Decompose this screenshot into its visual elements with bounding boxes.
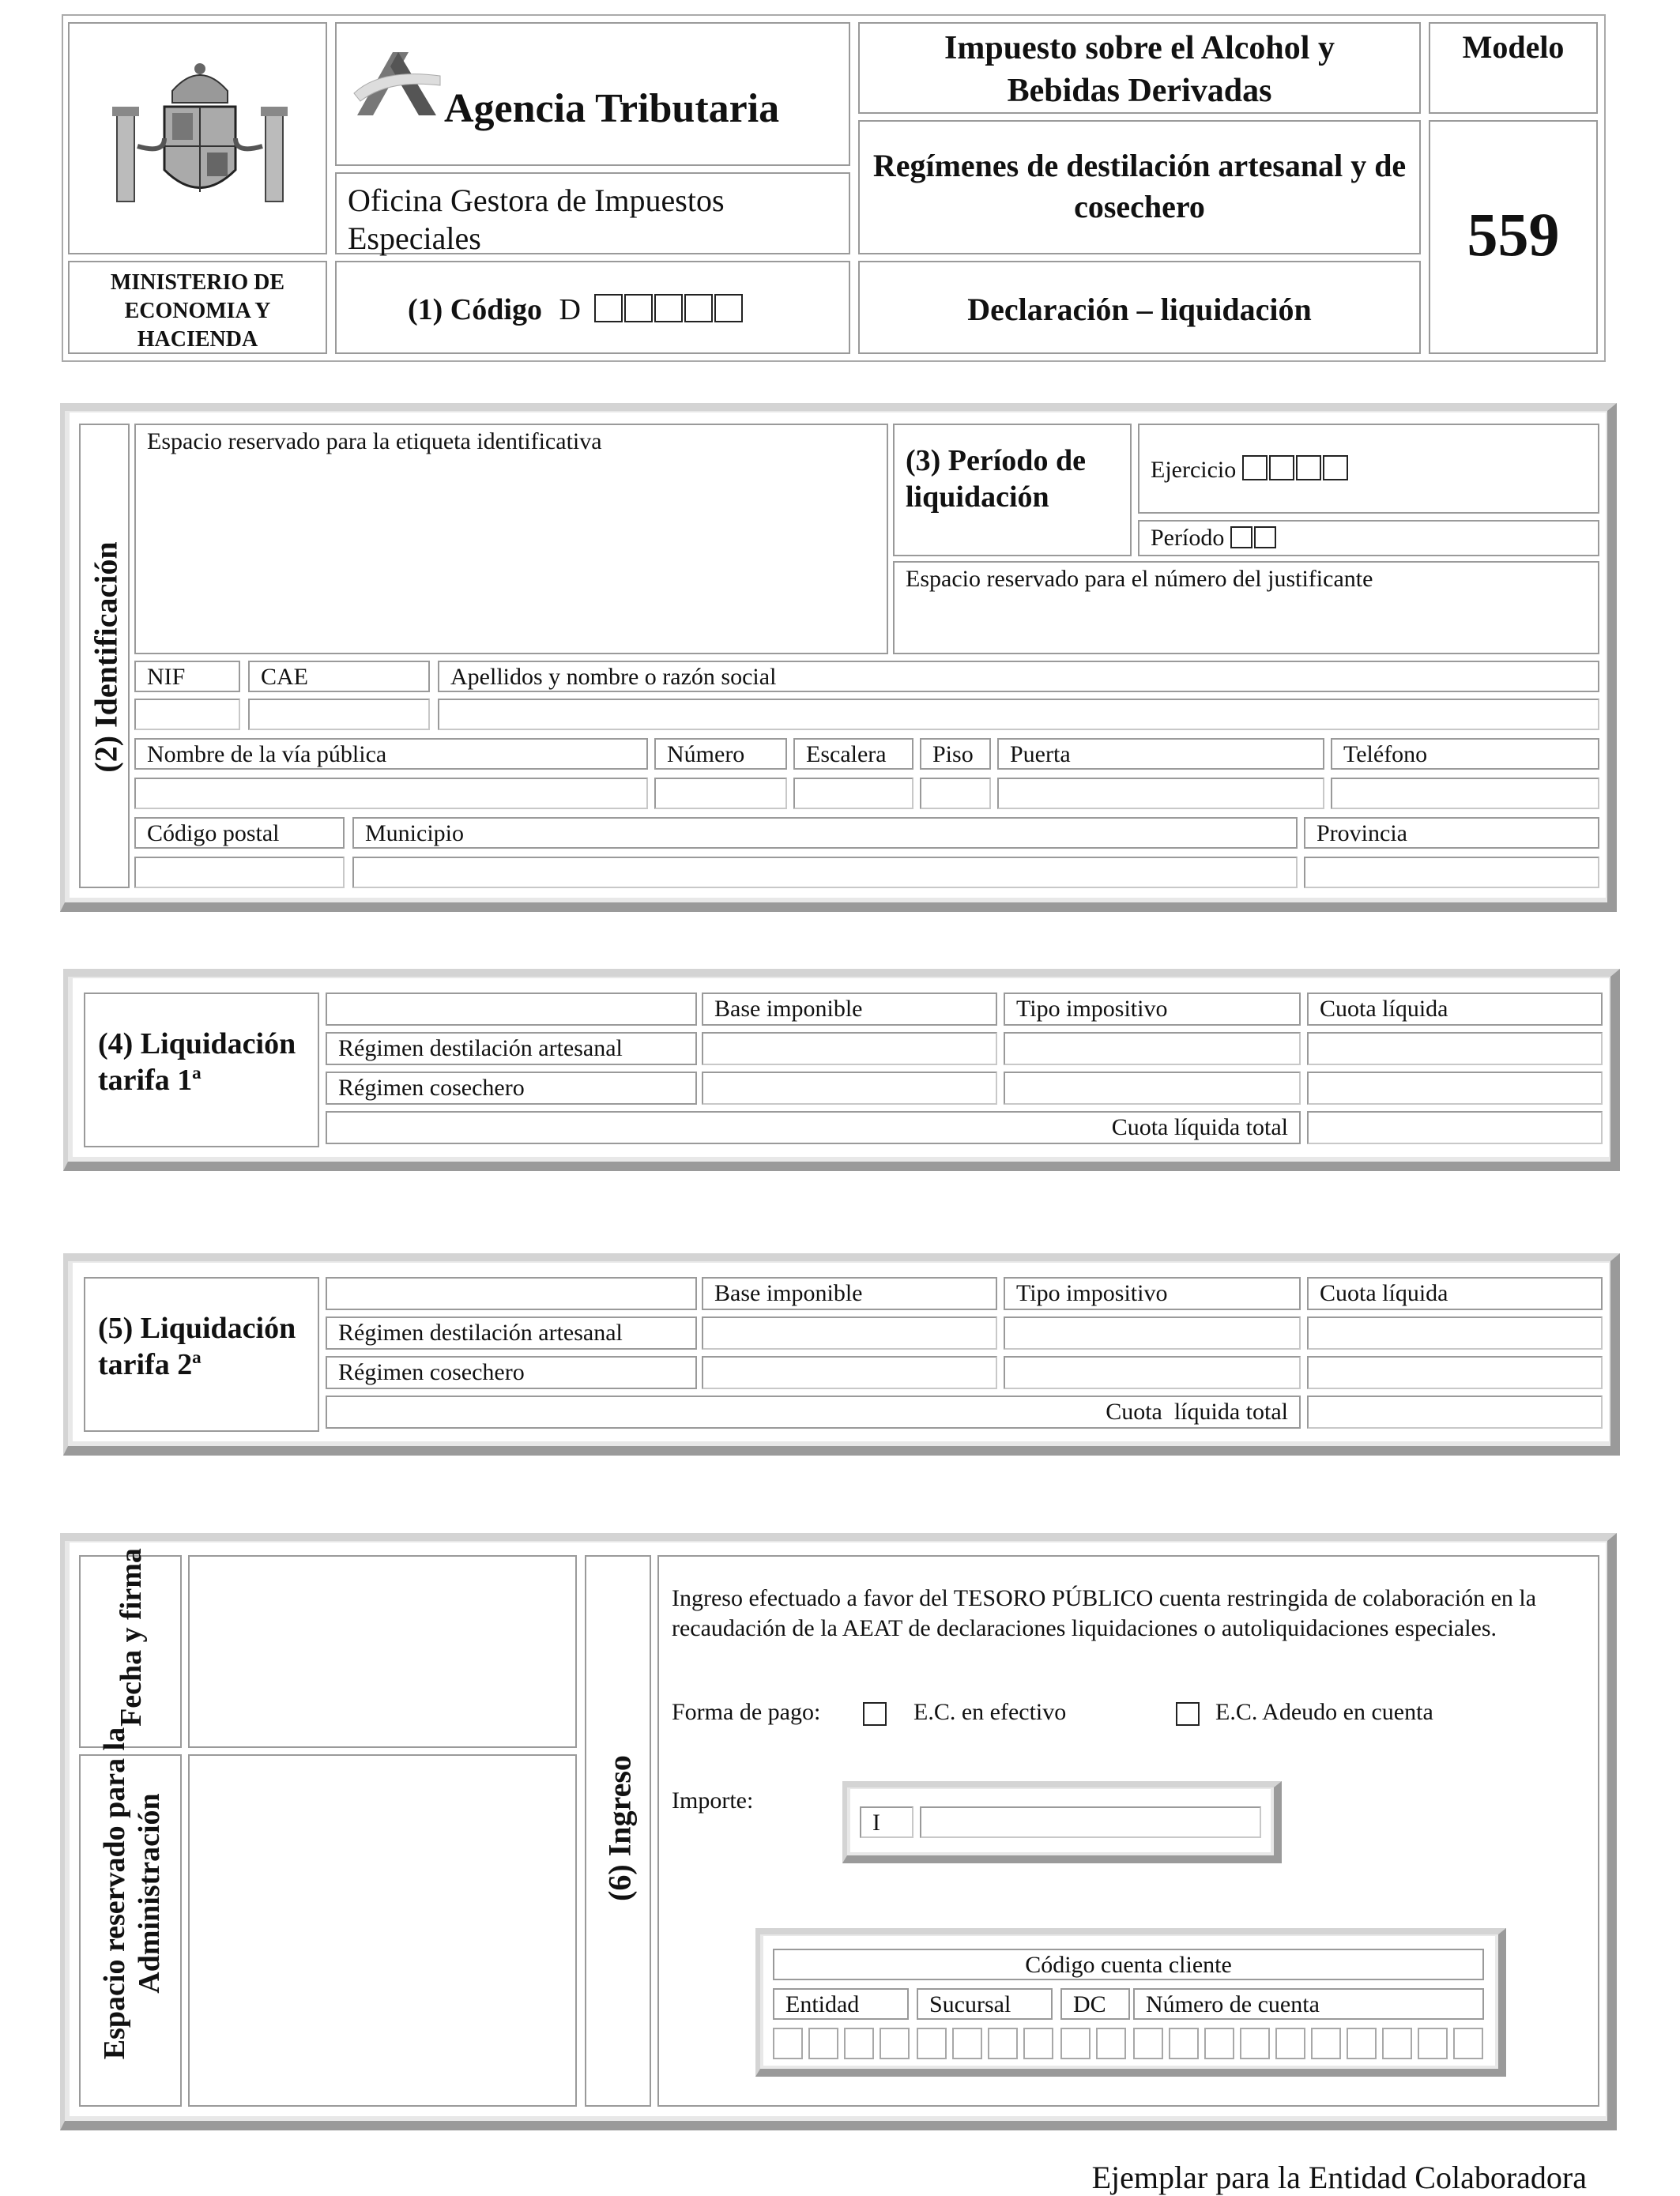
ccc-digit-box[interactable] <box>773 2028 803 2059</box>
period-title-cell <box>893 424 1132 556</box>
label-space <box>134 424 888 654</box>
liq2-cuota-header <box>1307 1277 1603 1310</box>
cuenta-cell <box>1133 1988 1484 2020</box>
liq1-row2-cuota[interactable] <box>1307 1072 1603 1105</box>
liq1-tipo-label: Tipo impositivo <box>1016 996 1168 1022</box>
ejercicio-label: Ejercicio <box>1151 457 1237 483</box>
liq2-row2-base[interactable] <box>702 1356 997 1389</box>
modelo-label: Modelo <box>1462 29 1565 65</box>
adeudo-checkbox[interactable] <box>1176 1702 1200 1726</box>
ejercicio-row <box>1151 455 1350 484</box>
liq2-row1-label: Régimen destilación artesanal <box>338 1320 623 1346</box>
ccc-digit-box[interactable] <box>844 2028 874 2059</box>
liq2-total-field[interactable] <box>1307 1396 1603 1429</box>
justificante-label: Espacio reservado para el número del justificante <box>906 566 1373 592</box>
ccc-digit-box[interactable] <box>1096 2028 1126 2059</box>
declaration-title: Declaración – liquidación <box>967 292 1312 327</box>
cuenta-label: Número de cuenta <box>1146 1991 1320 2017</box>
regime-title: Regímenes de destilación artesanal y de cosechero <box>872 148 1407 224</box>
liq2-row1-base[interactable] <box>702 1316 997 1350</box>
postal-label: Código postal <box>147 820 280 846</box>
liq1-base-header <box>702 993 997 1026</box>
street-label-cell <box>134 738 648 770</box>
liq2-row1-tipo[interactable] <box>1004 1316 1301 1350</box>
stair-field[interactable] <box>793 778 913 809</box>
liq1-row2-tipo[interactable] <box>1004 1072 1301 1105</box>
door-label-cell <box>997 738 1324 770</box>
street-field[interactable] <box>134 778 648 809</box>
justificante-cell <box>893 561 1599 654</box>
stair-label-cell <box>793 738 913 770</box>
name-label: Apellidos y nombre o razón social <box>450 664 777 690</box>
cae-field[interactable] <box>248 699 430 730</box>
code-label: (1) Código <box>408 293 542 326</box>
city-label-cell <box>352 817 1298 849</box>
liq1-row1-label: Régimen destilación artesanal <box>338 1035 623 1061</box>
liq1-row1-tipo[interactable] <box>1004 1032 1301 1065</box>
modelo-label-cell <box>1429 22 1598 114</box>
number-label-cell <box>654 738 787 770</box>
ccc-title: Código cuenta cliente <box>1025 1952 1232 1978</box>
liq1-total-label: Cuota líquida total <box>1111 1114 1288 1140</box>
dc-label: DC <box>1073 1991 1106 2017</box>
ccc-digit-box[interactable] <box>1418 2028 1448 2059</box>
liq1-title-cell <box>84 993 319 1147</box>
code-row <box>408 292 744 327</box>
forma-pago-row <box>672 1699 820 1726</box>
agency-name: Agencia Tributaria <box>444 86 780 131</box>
adeudo-label: E.C. Adeudo en cuenta <box>1215 1699 1433 1725</box>
liq2-title: (5) Liquidación tarifa 2ª <box>98 1312 296 1381</box>
admin-label: Espacio reservado para la Administración <box>98 1727 166 2060</box>
phone-label-cell <box>1331 738 1599 770</box>
fecha-firma-label: Fecha y firma <box>115 1548 148 1727</box>
liq2-title-cell <box>84 1277 319 1432</box>
liq2-row2-label: Régimen cosechero <box>338 1359 525 1385</box>
liq1-corner <box>326 993 697 1026</box>
tax-title: Impuesto sobre el Alcohol y Bebidas Derivadas <box>944 30 1335 109</box>
coat-of-arms-cell <box>68 22 327 254</box>
liq1-row2-base[interactable] <box>702 1072 997 1105</box>
periodo-label: Período <box>1151 525 1225 551</box>
ccc-digit-box[interactable] <box>917 2028 947 2059</box>
ccc-digit-box[interactable] <box>952 2028 982 2059</box>
stair-label: Escalera <box>806 741 887 767</box>
ccc-digit-box[interactable] <box>1240 2028 1270 2059</box>
code-cell <box>335 261 850 354</box>
liq1-row1-cuota[interactable] <box>1307 1032 1603 1065</box>
province-field[interactable] <box>1304 857 1599 888</box>
liq1-total-field[interactable] <box>1307 1111 1603 1144</box>
city-field[interactable] <box>352 857 1298 888</box>
ejercicio-cell[interactable] <box>1138 424 1599 514</box>
signature-area[interactable] <box>188 1555 577 1748</box>
forma-pago-label: Forma de pago: <box>672 1699 821 1725</box>
nif-field[interactable] <box>134 699 240 730</box>
nif-label: NIF <box>147 664 186 690</box>
importe-prefix: I <box>872 1810 880 1836</box>
ccc-digit-box[interactable] <box>1382 2028 1412 2059</box>
liq1-title: (4) Liquidación tarifa 1ª <box>98 1027 296 1097</box>
ccc-digit-box[interactable] <box>1311 2028 1341 2059</box>
ministry-name: MINISTERIO DE ECONOMIA Y HACIENDA <box>110 270 285 352</box>
cae-label: CAE <box>261 664 308 690</box>
postal-label-cell <box>134 817 345 849</box>
office-cell <box>335 172 850 254</box>
name-label-cell <box>438 661 1599 692</box>
office-name: Oficina Gestora de Impuestos Especiales <box>348 183 725 256</box>
liq2-row2-cuota[interactable] <box>1307 1356 1603 1389</box>
ccc-digit-box[interactable] <box>1023 2028 1053 2059</box>
label-space-text: Espacio reservado para la etiqueta identificativa <box>147 428 602 454</box>
ministry-cell <box>68 261 327 354</box>
liq2-row2-label-cell <box>326 1356 697 1389</box>
postal-field[interactable] <box>134 857 345 888</box>
liq2-tipo-label: Tipo impositivo <box>1016 1280 1168 1306</box>
door-label: Puerta <box>1010 741 1071 767</box>
liq2-row2-tipo[interactable] <box>1004 1356 1301 1389</box>
province-label: Provincia <box>1317 820 1407 846</box>
agency-logo-icon <box>349 44 444 123</box>
tax-title-cell <box>858 22 1421 114</box>
liq1-cuota-header <box>1307 993 1603 1026</box>
liq2-base-label: Base imponible <box>714 1280 863 1306</box>
liq2-total-label: Cuota líquida total <box>1106 1399 1288 1425</box>
periodo-row <box>1151 525 1278 552</box>
liq2-corner <box>326 1277 697 1310</box>
liq1-tipo-header <box>1004 993 1301 1026</box>
ccc-digit-box[interactable] <box>1169 2028 1199 2059</box>
city-label: Municipio <box>365 820 464 846</box>
ccc-digit-box[interactable] <box>1453 2028 1483 2059</box>
liq1-row1-base[interactable] <box>702 1032 997 1065</box>
phone-label: Teléfono <box>1343 741 1428 767</box>
street-label: Nombre de la vía pública <box>147 741 387 767</box>
cae-label-cell <box>248 661 430 692</box>
liq1-total-label-cell <box>326 1111 1301 1144</box>
liq1-row2-label-cell <box>326 1072 697 1105</box>
identification-label: (2) Identificación <box>88 541 124 773</box>
modelo-number-cell <box>1429 120 1598 354</box>
nif-label-cell <box>134 661 240 692</box>
importe-field[interactable] <box>920 1806 1261 1838</box>
liq1-row2-label: Régimen cosechero <box>338 1075 525 1101</box>
admin-tab <box>79 1727 182 2107</box>
ingreso-label: (6) Ingreso <box>601 1755 638 1901</box>
ingreso-tab <box>585 1555 651 2107</box>
importe-prefix-cell <box>860 1806 913 1838</box>
agency-cell <box>335 22 850 166</box>
ccc-digit-box[interactable] <box>1133 2028 1163 2059</box>
modelo-number: 559 <box>1467 200 1560 269</box>
ccc-digit-box[interactable] <box>880 2028 910 2059</box>
coat-of-arms-icon <box>109 59 291 217</box>
floor-field[interactable] <box>920 778 991 809</box>
code-digit-boxes[interactable] <box>594 293 744 326</box>
efectivo-checkbox[interactable] <box>863 1702 887 1726</box>
floor-label: Piso <box>932 741 974 767</box>
liq1-cuota-label: Cuota líquida <box>1320 996 1448 1022</box>
ccc-digit-box[interactable] <box>1204 2028 1234 2059</box>
ccc-title-cell <box>773 1949 1484 1980</box>
liq2-row1-cuota[interactable] <box>1307 1316 1603 1350</box>
liq2-cuota-label: Cuota líquida <box>1320 1280 1448 1306</box>
liq2-tipo-header <box>1004 1277 1301 1310</box>
periodo-cell[interactable] <box>1138 520 1599 556</box>
sucursal-label: Sucursal <box>929 1991 1011 2017</box>
code-prefix: D <box>559 293 581 326</box>
identification-tab <box>79 424 130 888</box>
dc-cell <box>1060 1988 1130 2020</box>
liq2-base-header <box>702 1277 997 1310</box>
importe-label: Importe: <box>672 1787 754 1814</box>
declaration-cell <box>858 261 1421 354</box>
phone-field[interactable] <box>1331 778 1599 809</box>
period-title: (3) Período de liquidación <box>906 444 1086 514</box>
entidad-cell <box>773 1988 909 2020</box>
name-field[interactable] <box>438 699 1599 730</box>
floor-label-cell <box>920 738 991 770</box>
sucursal-cell <box>917 1988 1053 2020</box>
ccc-digit-box[interactable] <box>1060 2028 1090 2059</box>
ccc-digit-box[interactable] <box>1275 2028 1305 2059</box>
ccc-digit-box[interactable] <box>808 2028 838 2059</box>
liq1-row1-label-cell <box>326 1032 697 1065</box>
liq1-base-label: Base imponible <box>714 996 863 1022</box>
efectivo-label: E.C. en efectivo <box>913 1699 1067 1725</box>
number-label: Número <box>667 741 745 767</box>
regime-cell <box>858 120 1421 254</box>
liq2-row1-label-cell <box>326 1316 697 1350</box>
ccc-digit-box[interactable] <box>1347 2028 1377 2059</box>
ccc-digit-box[interactable] <box>988 2028 1018 2059</box>
province-label-cell <box>1304 817 1599 849</box>
entidad-label: Entidad <box>785 1991 860 2017</box>
admin-area <box>188 1754 577 2107</box>
footer-copy-label: Ejemplar para la Entidad Colaboradora <box>1091 2160 1587 2195</box>
ingreso-notice: Ingreso efectuado a favor del TESORO PÚBLICO cuenta restringida de colaboración en la recaudación de la AEAT de declaraciones liquidaciones o autoliquidaciones especiales. <box>672 1585 1537 1641</box>
number-field[interactable] <box>654 778 787 809</box>
door-field[interactable] <box>997 778 1324 809</box>
liq2-total-label-cell <box>326 1396 1301 1429</box>
